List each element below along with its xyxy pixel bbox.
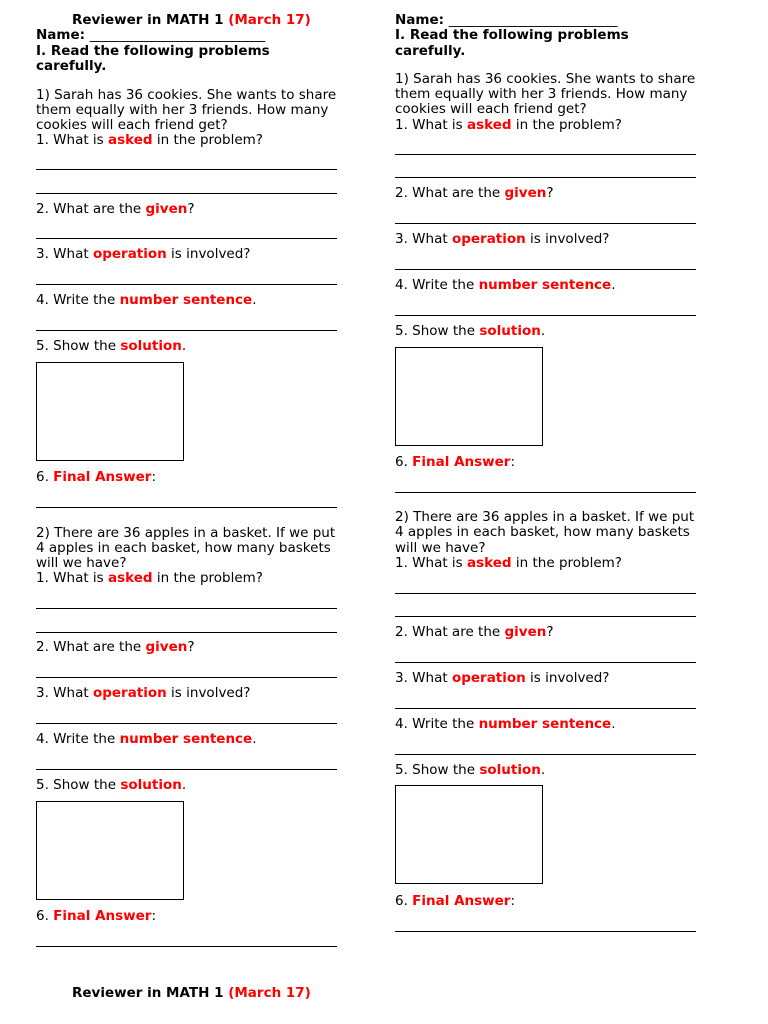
question-asked: 1. What is asked in the problem? xyxy=(36,132,263,148)
answer-line[interactable] xyxy=(36,238,337,239)
question-final-answer: 6. Final Answer: xyxy=(36,908,157,924)
question-solution: 5. Show the solution. xyxy=(395,762,546,778)
instruction-line: carefully. xyxy=(36,58,107,74)
question-operation: 3. What operation is involved? xyxy=(36,685,251,701)
question-solution: 5. Show the solution. xyxy=(395,323,546,339)
worksheet-title: Reviewer in MATH 1 (March 17) xyxy=(72,12,311,28)
answer-line[interactable] xyxy=(36,193,337,194)
solution-box[interactable] xyxy=(395,785,543,884)
problem-text: them equally with her 3 friends. How many xyxy=(36,102,329,118)
question-given: 2. What are the given? xyxy=(395,185,554,201)
answer-line[interactable] xyxy=(395,616,696,617)
answer-line[interactable] xyxy=(36,507,337,508)
name-field[interactable]: Name: __________________________ xyxy=(36,27,266,43)
solution-box[interactable] xyxy=(36,801,184,900)
problem-text: 2) There are 36 apples in a basket. If we put xyxy=(36,525,336,541)
question-given: 2. What are the given? xyxy=(36,201,195,217)
question-final-answer: 6. Final Answer: xyxy=(395,893,516,909)
problem-text: 4 apples in each basket, how many baskets xyxy=(36,540,331,556)
question-number-sentence: 4. Write the number sentence. xyxy=(395,277,616,293)
answer-line[interactable] xyxy=(395,931,696,932)
answer-line[interactable] xyxy=(36,169,337,170)
answer-line[interactable] xyxy=(36,946,337,947)
answer-line[interactable] xyxy=(395,662,696,663)
answer-line[interactable] xyxy=(395,223,696,224)
question-asked: 1. What is asked in the problem? xyxy=(36,570,263,586)
question-given: 2. What are the given? xyxy=(36,639,195,655)
problem-text: cookies will each friend get? xyxy=(36,117,228,133)
answer-line[interactable] xyxy=(36,608,337,609)
problem-text: 2) There are 36 apples in a basket. If we put xyxy=(395,509,695,525)
problem-text: them equally with her 3 friends. How many xyxy=(395,86,688,102)
answer-line[interactable] xyxy=(395,754,696,755)
answer-line[interactable] xyxy=(36,330,337,331)
answer-line[interactable] xyxy=(395,492,696,493)
question-solution: 5. Show the solution. xyxy=(36,338,187,354)
question-given: 2. What are the given? xyxy=(395,624,554,640)
name-field[interactable]: Name: _________________________ xyxy=(395,12,618,28)
instruction-line: I. Read the following problems xyxy=(395,27,629,43)
problem-text: cookies will each friend get? xyxy=(395,101,587,117)
instruction-line: carefully. xyxy=(395,43,466,59)
answer-line[interactable] xyxy=(395,708,696,709)
instruction-line: I. Read the following problems xyxy=(36,43,270,59)
answer-line[interactable] xyxy=(395,269,696,270)
answer-line[interactable] xyxy=(36,284,337,285)
question-solution: 5. Show the solution. xyxy=(36,777,187,793)
question-number-sentence: 4. Write the number sentence. xyxy=(395,716,616,732)
problem-text: 1) Sarah has 36 cookies. She wants to share xyxy=(395,71,696,87)
question-final-answer: 6. Final Answer: xyxy=(395,454,516,470)
question-asked: 1. What is asked in the problem? xyxy=(395,555,622,571)
answer-line[interactable] xyxy=(395,177,696,178)
question-operation: 3. What operation is involved? xyxy=(395,231,610,247)
question-number-sentence: 4. Write the number sentence. xyxy=(36,731,257,747)
problem-text: 4 apples in each basket, how many baskets xyxy=(395,524,690,540)
answer-line[interactable] xyxy=(36,769,337,770)
question-asked: 1. What is asked in the problem? xyxy=(395,117,622,133)
problem-text: will we have? xyxy=(36,555,127,571)
problem-text: will we have? xyxy=(395,540,486,556)
question-operation: 3. What operation is involved? xyxy=(395,670,610,686)
question-operation: 3. What operation is involved? xyxy=(36,246,251,262)
solution-box[interactable] xyxy=(36,362,184,461)
solution-box[interactable] xyxy=(395,347,543,446)
answer-line[interactable] xyxy=(395,154,696,155)
problem-text: 1) Sarah has 36 cookies. She wants to share xyxy=(36,87,337,103)
answer-line[interactable] xyxy=(395,593,696,594)
answer-line[interactable] xyxy=(36,723,337,724)
footer-title: Reviewer in MATH 1 (March 17) xyxy=(72,985,311,1001)
answer-line[interactable] xyxy=(395,315,696,316)
question-final-answer: 6. Final Answer: xyxy=(36,469,157,485)
question-number-sentence: 4. Write the number sentence. xyxy=(36,292,257,308)
answer-line[interactable] xyxy=(36,632,337,633)
answer-line[interactable] xyxy=(36,677,337,678)
